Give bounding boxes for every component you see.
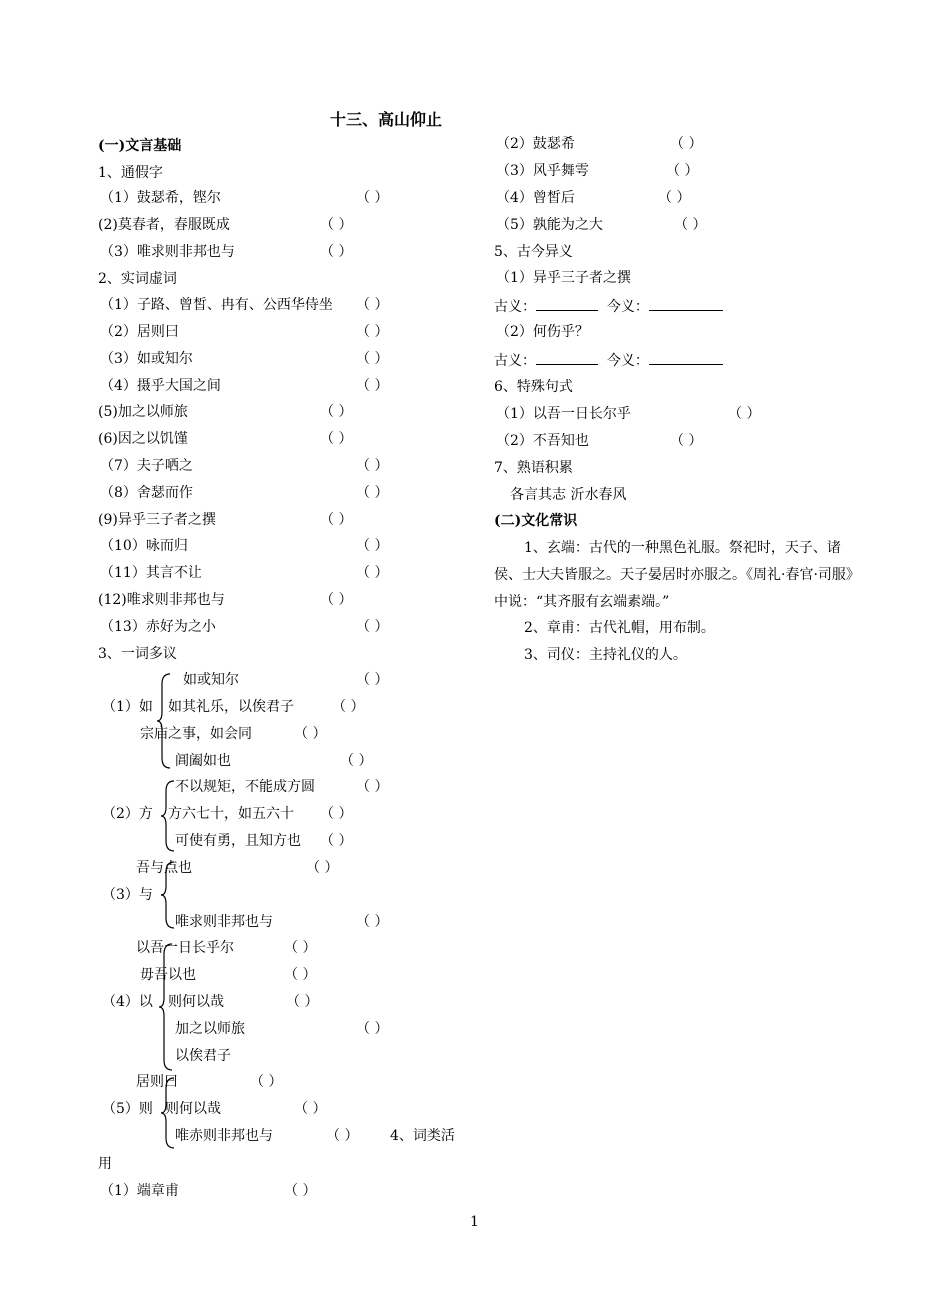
answer-paren: （ ） [356, 190, 389, 206]
answer-paren: （ ） [356, 538, 389, 554]
list-item: 宗庙之事，如会同 [140, 726, 252, 742]
list-item: (2)莫春者，春服既成 [98, 217, 230, 233]
culture-paragraph-1: 1、玄端：古代的一种黑色礼服。祭祀时，天子、诸侯、士大夫皆服之。天子晏居时亦服之。《周礼·春官·司服》中说：“其齐服有玄端素端。” [494, 540, 853, 610]
answer-paren: （ ） [250, 1074, 283, 1090]
list-item: (6)因之以饥馑 [98, 431, 188, 447]
list-item: （1）子路、曾皙、冉有、公西华侍坐 [100, 297, 333, 313]
group-label-yi: （4）以 [102, 994, 153, 1010]
group-label-ru: （1）如 [102, 699, 153, 715]
list-item: （13）赤好为之小 [100, 619, 216, 635]
answer-blank [649, 296, 723, 311]
answer-paren: （ ） [326, 1128, 359, 1144]
group-label-yu: （3）与 [102, 887, 153, 903]
answer-paren: （ ） [356, 914, 389, 930]
list-item: （4）曾皙后 [496, 190, 575, 206]
list-item: (12)唯求则非邦也与 [98, 592, 225, 608]
list-item: 方六七十，如五六十 [168, 806, 294, 822]
answer-paren: （ ） [356, 378, 389, 394]
list-item: (9)异乎三子者之撰 [98, 512, 216, 528]
list-item: 唯赤则非邦也与 [175, 1128, 273, 1144]
heading-shuyu: 7、熟语积累 [494, 460, 573, 476]
answer-paren: （ ） [320, 512, 353, 528]
list-item: （11）其言不让 [100, 565, 202, 581]
group-label-ze: （5）则 [102, 1101, 153, 1117]
gu-label: 古义： [494, 353, 536, 369]
answer-paren: （ ） [320, 833, 353, 849]
culture-paragraph-3: 3、司仪：主持礼仪的人。 [524, 647, 687, 663]
list-item: （2）何伤乎？ [496, 324, 589, 340]
answer-paren: （ ） [666, 163, 699, 179]
answer-paren: （ ） [284, 940, 317, 956]
answer-paren: （ ） [356, 779, 389, 795]
answer-paren: （ ） [356, 351, 389, 367]
answer-paren: （ ） [320, 592, 353, 608]
list-item: （1）以吾一日长尔乎 [496, 406, 631, 422]
list-item: （8）舍瑟而作 [100, 485, 193, 501]
answer-paren: （ ） [320, 431, 353, 447]
list-item: 唯求则非邦也与 [175, 914, 273, 930]
answer-paren: （ ） [670, 136, 703, 152]
list-item: （2）不吾知也 [496, 433, 589, 449]
jin-label: 今义： [606, 299, 649, 315]
heading-cilei-cont: 用 [98, 1156, 112, 1172]
list-item: 如其礼乐，以俟君子 [168, 699, 294, 715]
list-item: 吾与点也 [136, 860, 192, 876]
answer-paren: （ ） [286, 994, 319, 1010]
list-item: （3）唯求则非邦也与 [100, 244, 235, 260]
answer-paren: （ ） [356, 297, 389, 313]
list-item: (5)加之以师旅 [98, 404, 188, 420]
list-item: （1）端章甫 [100, 1183, 179, 1199]
heading-gujin: 5、古今异义 [494, 244, 573, 260]
section-heading-1: (一)文言基础 [98, 138, 182, 154]
answer-paren: （ ） [670, 433, 703, 449]
list-item: （3）如或知尔 [100, 351, 193, 367]
answer-paren: （ ） [356, 324, 389, 340]
heading-teshu: 6、特殊句式 [494, 379, 573, 395]
answer-paren: （ ） [356, 458, 389, 474]
list-item: （10）咏而归 [100, 538, 188, 554]
list-item: 则何以哉 [165, 1101, 221, 1117]
answer-blank [649, 350, 723, 365]
heading-duoyi: 3、一词多议 [98, 646, 177, 662]
list-item: 以俟君子 [175, 1048, 231, 1064]
answer-paren: （ ） [332, 699, 365, 715]
list-item: 不以规矩，不能成方圆 [175, 779, 315, 795]
answer-blank [536, 296, 598, 311]
answer-paren: （ ） [340, 753, 373, 769]
answer-paren: （ ） [356, 672, 389, 688]
answer-paren: （ ） [658, 190, 691, 206]
answer-paren: （ ） [320, 217, 353, 233]
culture-paragraph-2: 2、章甫：古代礼帽，用布制。 [524, 620, 715, 636]
brace-icon [156, 672, 172, 770]
answer-paren: （ ） [356, 485, 389, 501]
list-item: 毋吾以也 [140, 967, 196, 983]
group-label-fang: （2）方 [102, 806, 153, 822]
section-heading-2: (二)文化常识 [494, 513, 578, 529]
heading-tongjia: 1、通假字 [98, 165, 163, 181]
brace-icon [160, 860, 176, 930]
answer-blank [536, 350, 598, 365]
list-item: 阊阖如也 [175, 753, 231, 769]
jin-label: 今义： [606, 353, 649, 369]
gu-label: 古义： [494, 299, 536, 315]
gu-jin-row [494, 350, 723, 371]
answer-paren: （ ） [320, 806, 353, 822]
page-title: 十三、高山仰止 [330, 110, 443, 129]
answer-paren: （ ） [284, 967, 317, 983]
answer-paren: （ ） [320, 404, 353, 420]
list-item: （2）居则曰 [100, 324, 179, 340]
list-item: （4）摄乎大国之间 [100, 378, 221, 394]
list-item: （7）夫子哂之 [100, 458, 193, 474]
answer-paren: （ ） [356, 619, 389, 635]
list-item: 可使有勇，且知方也 [175, 833, 301, 849]
shuyu-text: 各言其志 沂水春风 [510, 487, 627, 503]
answer-paren: （ ） [306, 860, 339, 876]
list-item: 以吾一日长乎尔 [136, 940, 234, 956]
list-item: 则何以哉 [168, 994, 224, 1010]
list-item: （3）风乎舞雩 [496, 163, 589, 179]
list-item: （5）孰能为之大 [496, 217, 603, 233]
answer-paren: （ ） [284, 1183, 317, 1199]
answer-paren: （ ） [356, 565, 389, 581]
answer-paren: （ ） [294, 1101, 327, 1117]
list-item: （2）鼓瑟希 [496, 136, 575, 152]
list-item: （1）鼓瑟希，铿尔 [100, 190, 221, 206]
answer-paren: （ ） [320, 244, 353, 260]
heading-shici: 2、实词虚词 [98, 271, 177, 287]
answer-paren: （ ） [356, 1021, 389, 1037]
answer-paren: （ ） [294, 726, 327, 742]
list-item: 加之以师旅 [175, 1021, 245, 1037]
heading-cilei: 4、词类活 [390, 1128, 455, 1144]
list-item: 居则曰 [136, 1074, 178, 1090]
answer-paren: （ ） [674, 217, 707, 233]
page-number: 1 [470, 1214, 479, 1230]
answer-paren: （ ） [728, 406, 761, 422]
list-item: 如或知尔 [183, 672, 239, 688]
list-item: （1）异乎三子者之撰 [496, 270, 631, 286]
gu-jin-row [494, 296, 723, 317]
